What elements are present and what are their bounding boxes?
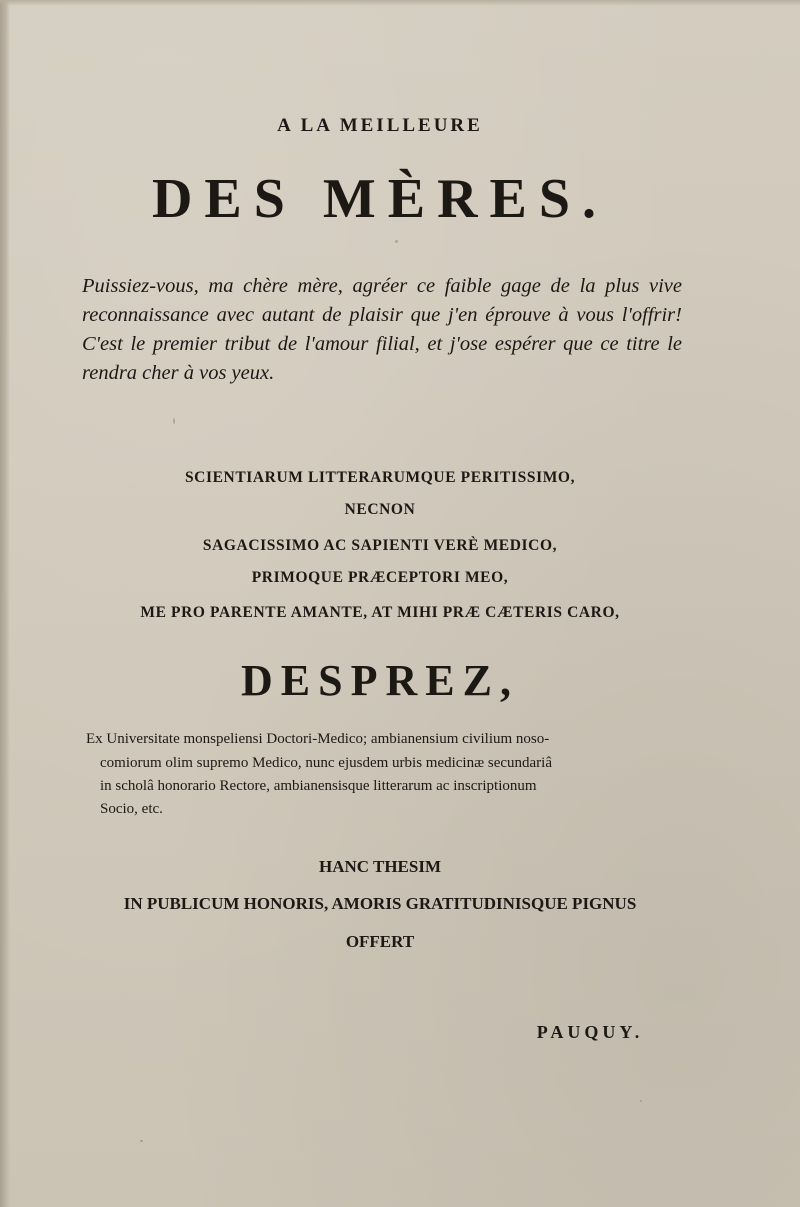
offering-line-1: HANC THESIM: [318, 857, 441, 876]
honoree-titles-line-1: Ex Universitate monspeliensi Doctori-Medico; ambianensium civilium noso-: [86, 731, 550, 747]
dedication-heading-small: A LA MEILLEURE: [277, 115, 483, 136]
honoree-titles-line-4: Socio, etc.: [100, 801, 163, 817]
dedication-paragraph: Puissiez-vous, ma chère mère, agréer ce faible gage de la plus vive reconnaissance avec autant de plaisir que j'en éprouve à vous l'offrir! C'est le premier tribut de l'amour filial, et j'ose espérer que ce titre le rendra cher à vos yeux.: [82, 275, 682, 384]
paper-speck: [140, 1140, 143, 1142]
latin-line-5: ME PRO PARENTE AMANTE, AT MIHI PRÆ CÆTERIS CARO,: [140, 604, 620, 621]
latin-line-1: SCIENTIARUM LITTERARUMQUE PERITISSIMO,: [184, 469, 576, 486]
paper-speck: [395, 240, 398, 243]
page-top-edge-shadow: [0, 0, 800, 6]
latin-line-2: NECNON: [344, 501, 416, 518]
offering-line-2: IN PUBLICUM HONORIS, AMORIS GRATITUDINISQUE PIGNUS: [123, 894, 637, 913]
latin-line-4: PRIMOQUE PRÆCEPTORI MEO,: [251, 569, 509, 586]
honoree-name: DESPREZ,: [241, 656, 519, 705]
honoree-titles-line-2: comiorum olim supremo Medico, nunc ejusdem urbis medicinæ secundariâ: [100, 755, 552, 771]
offering-line-3: OFFERT: [345, 932, 415, 951]
latin-line-3: SAGACISSIMO AC SAPIENTI VERÈ MEDICO,: [202, 537, 558, 554]
author-signature: PAUQUY.: [536, 1022, 644, 1042]
honoree-titles-line-3: in scholâ honorario Rectore, ambianensisque litterarum ac inscriptionum: [100, 778, 537, 794]
paper-speck: [173, 418, 175, 424]
dedication-heading-large: DES MÈRES.: [151, 168, 609, 230]
paper-speck: [640, 1100, 642, 1102]
